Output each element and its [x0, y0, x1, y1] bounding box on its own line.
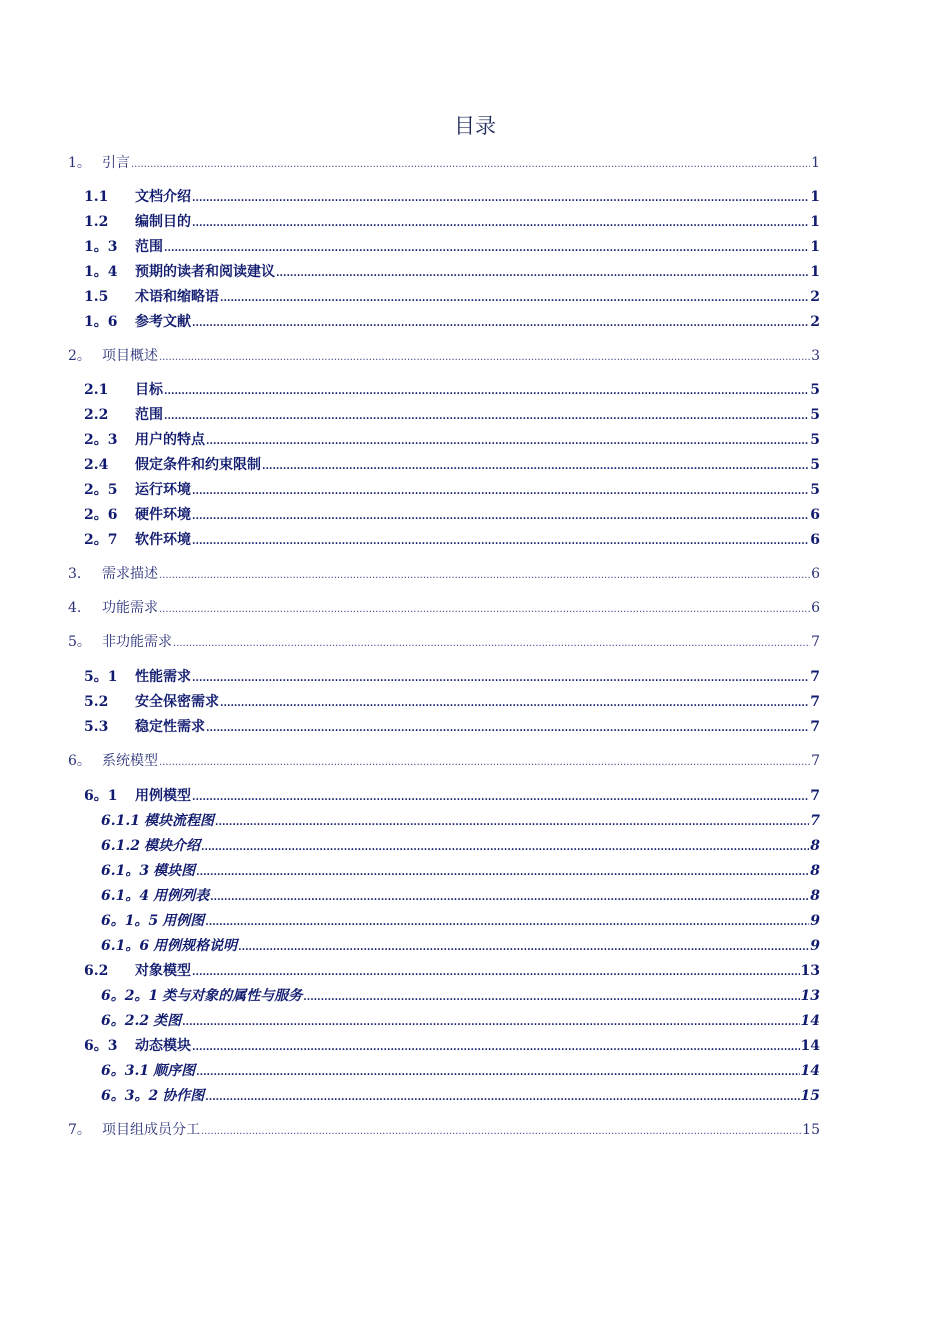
toc-dot-leader [131, 152, 810, 176]
toc-dot-leader [220, 286, 809, 310]
toc-entry-page-number: 8 [810, 888, 820, 904]
toc-entry[interactable] [84, 716, 820, 738]
toc-dot-leader [164, 379, 809, 403]
toc-entry[interactable] [68, 631, 820, 653]
toc-entry[interactable] [84, 404, 820, 426]
toc-entry[interactable] [84, 379, 820, 401]
toc-dot-leader [205, 910, 809, 934]
toc-entry-title: 运行环境 [135, 482, 191, 498]
toc-entry-number: 5。1 [84, 669, 118, 685]
toc-dot-leader [192, 479, 809, 503]
toc-entry-number: 2.1 [84, 382, 109, 398]
toc-entry[interactable] [68, 1119, 820, 1141]
toc-entry-page-number: 6 [810, 507, 820, 523]
toc-dot-leader [192, 211, 809, 235]
toc-entry-title: 性能需求 [135, 669, 191, 685]
toc-entry[interactable] [84, 186, 820, 208]
toc-dot-leader [164, 404, 809, 428]
toc-entry-page-number: 7 [811, 634, 820, 650]
toc-dot-leader [192, 504, 809, 528]
toc-entry-title: 用例模型 [135, 788, 191, 804]
toc-dot-leader [159, 563, 810, 587]
toc-entry-page-number: 9 [810, 913, 820, 929]
toc-entry-page-number: 7 [810, 813, 820, 829]
toc-dot-leader [276, 261, 809, 285]
toc-entry[interactable] [84, 311, 820, 333]
toc-entry-number: 3. [68, 566, 82, 582]
toc-entry[interactable] [101, 985, 820, 1007]
toc-entry-number: 6.1。3 [101, 863, 150, 879]
toc-entry-page-number: 2 [810, 314, 820, 330]
toc-entry-title: 目标 [135, 382, 163, 398]
toc-entry-page-number: 6 [811, 566, 820, 582]
toc-entry-number: 2。 [68, 348, 91, 364]
toc-entry-title: 用例列表 [153, 888, 210, 904]
toc-entry-number: 1。6 [84, 314, 118, 330]
toc-entry-page-number: 6 [810, 532, 820, 548]
toc-entry-title: 软件环境 [135, 532, 191, 548]
toc-entry-title: 硬件环境 [135, 507, 191, 523]
toc-entry-title: 非功能需求 [102, 634, 172, 650]
toc-entry-page-number: 5 [810, 407, 820, 423]
toc-dot-leader [196, 1060, 799, 1084]
toc-entry-page-number: 14 [800, 1038, 820, 1054]
toc-entry-number: 2.4 [84, 457, 109, 473]
toc-dot-leader [159, 345, 810, 369]
toc-entry[interactable] [84, 785, 820, 807]
toc-entry-page-number: 1 [810, 214, 820, 230]
toc-entry[interactable] [84, 261, 820, 283]
toc-entry-page-number: 15 [800, 1088, 820, 1104]
toc-entry-title: 功能需求 [102, 600, 158, 616]
toc-dot-leader [303, 985, 799, 1009]
toc-entry-page-number: 13 [800, 963, 820, 979]
toc-entry-number: 2。3 [84, 432, 118, 448]
toc-dot-leader [192, 666, 809, 690]
toc-entry-number: 2。7 [84, 532, 118, 548]
toc-dot-leader [206, 716, 809, 740]
toc-entry-title: 模块图 [153, 863, 196, 879]
toc-entry-title: 术语和缩略语 [135, 289, 219, 305]
toc-entry-title: 范围 [135, 239, 163, 255]
toc-entry-title: 项目概述 [102, 348, 158, 364]
toc-entry-number: 6.1。4 [101, 888, 150, 904]
toc-entry[interactable] [84, 960, 820, 982]
toc-entry[interactable] [101, 810, 820, 832]
toc-entry[interactable] [68, 750, 820, 772]
toc-entry-title: 需求描述 [102, 566, 158, 582]
toc-entry-page-number: 14 [800, 1063, 820, 1079]
toc-entry-title: 用例图 [162, 913, 205, 929]
toc-entry-page-number: 5 [810, 432, 820, 448]
toc-entry-number: 1.1 [84, 189, 109, 205]
toc-entry-title: 动态模块 [135, 1038, 191, 1054]
toc-entry[interactable] [101, 885, 820, 907]
toc-entry-title: 安全保密需求 [135, 694, 219, 710]
toc-entry[interactable] [68, 345, 820, 367]
toc-entry-title: 范围 [135, 407, 163, 423]
toc-entry-number: 1。 [68, 155, 91, 171]
toc-dot-leader [164, 236, 809, 260]
toc-dot-leader [159, 597, 810, 621]
toc-entry-number: 6.2 [84, 963, 109, 979]
toc-entry-number: 6.1.1 [101, 813, 140, 829]
toc-entry-number: 6。2。1 [101, 988, 159, 1004]
toc-dot-leader [238, 935, 809, 959]
toc-title: 目录 [454, 114, 496, 138]
toc-dot-leader [205, 1085, 799, 1109]
toc-entry-page-number: 1 [810, 189, 820, 205]
toc-entry-page-number: 9 [810, 938, 820, 954]
toc-dot-leader [220, 691, 809, 715]
toc-entry-page-number: 14 [800, 1013, 820, 1029]
toc-entry-title: 顺序图 [153, 1063, 196, 1079]
toc-entry-page-number: 1 [810, 264, 820, 280]
toc-entry[interactable] [84, 211, 820, 233]
toc-entry[interactable] [84, 504, 820, 526]
toc-entry[interactable] [101, 1085, 820, 1107]
toc-entry[interactable] [101, 935, 820, 957]
toc-entry-page-number: 5 [810, 457, 820, 473]
toc-entry-number: 2。5 [84, 482, 118, 498]
toc-entry[interactable] [68, 597, 820, 619]
toc-entry[interactable] [101, 860, 820, 882]
toc-entry-number: 1。3 [84, 239, 118, 255]
toc-entry[interactable] [84, 1035, 820, 1057]
toc-dot-leader [182, 1010, 799, 1034]
toc-entry-number: 6.1.2 [101, 838, 140, 854]
toc-entry[interactable] [84, 529, 820, 551]
toc-entry[interactable] [101, 1060, 820, 1082]
toc-entry-number: 5.3 [84, 719, 109, 735]
toc-entry-number: 2。6 [84, 507, 118, 523]
toc-entry-title: 对象模型 [135, 963, 191, 979]
toc-entry-title: 项目组成员分工 [102, 1122, 200, 1138]
toc-entry-number: 6.1。6 [101, 938, 150, 954]
toc-dot-leader [159, 750, 810, 774]
toc-entry[interactable] [84, 236, 820, 258]
toc-entry-page-number: 7 [810, 694, 820, 710]
toc-entry-title: 模块流程图 [143, 813, 214, 829]
toc-entry-page-number: 7 [811, 753, 820, 769]
toc-entry-number: 1.5 [84, 289, 109, 305]
toc-entry-title: 预期的读者和阅读建议 [135, 264, 275, 280]
toc-entry-number: 6。3 [84, 1038, 118, 1054]
toc-dot-leader [262, 454, 809, 478]
toc-entry-number: 4. [68, 600, 82, 616]
toc-entry-page-number: 7 [810, 788, 820, 804]
toc-entry-title: 假定条件和约束限制 [135, 457, 261, 473]
toc-entry-page-number: 8 [810, 863, 820, 879]
toc-entry[interactable] [84, 286, 820, 308]
toc-entry-number: 6。1 [84, 788, 118, 804]
toc-entry-page-number: 5 [810, 482, 820, 498]
toc-entry-title: 系统模型 [102, 753, 158, 769]
toc-entry[interactable] [101, 1010, 820, 1032]
toc-entry[interactable] [84, 454, 820, 476]
toc-entry[interactable] [68, 563, 820, 585]
toc-entry-title: 编制目的 [135, 214, 191, 230]
toc-entry-page-number: 6 [811, 600, 820, 616]
toc-entry-number: 6。1。5 [101, 913, 159, 929]
toc-dot-leader [215, 810, 809, 834]
toc-entry-page-number: 7 [810, 719, 820, 735]
toc-entry-number: 2.2 [84, 407, 109, 423]
toc-dot-leader [192, 1035, 800, 1059]
toc-entry[interactable] [84, 479, 820, 501]
toc-entry-title: 用户的特点 [135, 432, 205, 448]
toc-entry-title: 类与对象的属性与服务 [162, 988, 303, 1004]
toc-entry-number: 5.2 [84, 694, 109, 710]
toc-entry-title: 模块介绍 [143, 838, 200, 854]
toc-dot-leader [201, 835, 809, 859]
toc-entry-page-number: 13 [800, 988, 820, 1004]
toc-entry-number: 1.2 [84, 214, 109, 230]
toc-entry-number: 6。 [68, 753, 91, 769]
toc-entry-title: 稳定性需求 [135, 719, 205, 735]
toc-entry-page-number: 1 [811, 155, 820, 171]
toc-entry-title: 参考文献 [135, 314, 191, 330]
toc-entry-number: 6。3.1 [101, 1063, 150, 1079]
toc-dot-leader [192, 311, 809, 335]
toc-entry-page-number: 5 [810, 382, 820, 398]
toc-dot-leader [210, 885, 809, 909]
toc-entry-page-number: 8 [810, 838, 820, 854]
toc-entry-page-number: 15 [802, 1122, 820, 1138]
toc-entry-number: 5。 [68, 634, 91, 650]
toc-entry[interactable] [101, 835, 820, 857]
toc-entry[interactable] [84, 666, 820, 688]
toc-entry-title: 引言 [102, 155, 130, 171]
toc-entry[interactable] [101, 910, 820, 932]
toc-dot-leader [196, 860, 809, 884]
toc-entry-number: 7。 [68, 1122, 91, 1138]
toc-dot-leader [192, 960, 800, 984]
toc-dot-leader [206, 429, 809, 453]
toc-entry-page-number: 1 [810, 239, 820, 255]
toc-entry-title: 类图 [153, 1013, 182, 1029]
toc-entry-number: 1。4 [84, 264, 118, 280]
toc-entry-page-number: 7 [810, 669, 820, 685]
toc-entry[interactable] [68, 152, 820, 174]
toc-entry[interactable] [84, 429, 820, 451]
toc-entry-title: 文档介绍 [135, 189, 191, 205]
toc-dot-leader [192, 785, 809, 809]
toc-dot-leader [201, 1119, 801, 1143]
toc-dot-leader [173, 631, 810, 655]
toc-entry-page-number: 3 [811, 348, 820, 364]
toc-entry-title: 协作图 [162, 1088, 205, 1104]
toc-dot-leader [192, 186, 809, 210]
toc-entry-page-number: 2 [810, 289, 820, 305]
toc-entry-title: 用例规格说明 [153, 938, 238, 954]
toc-entry-number: 6。2.2 [101, 1013, 150, 1029]
toc-entry-number: 6。3。2 [101, 1088, 159, 1104]
toc-entry[interactable] [84, 691, 820, 713]
toc-dot-leader [192, 529, 809, 553]
